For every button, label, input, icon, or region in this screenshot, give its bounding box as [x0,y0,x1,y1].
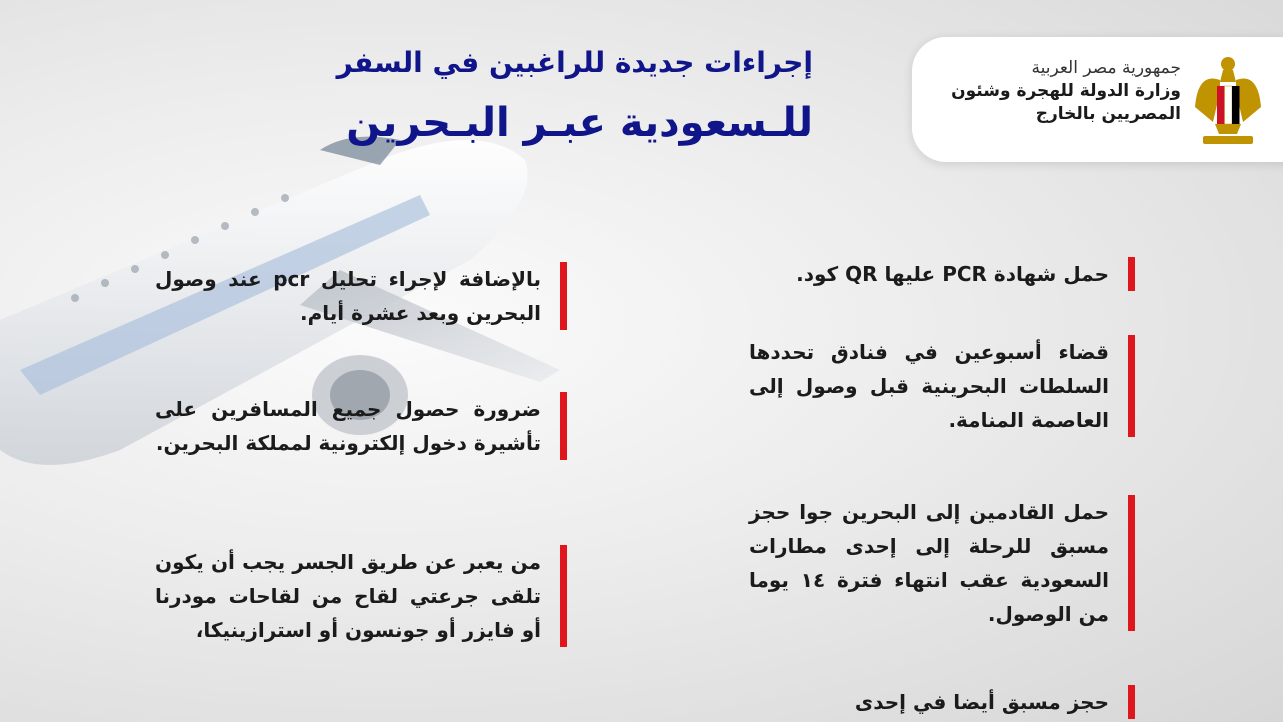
left-item-1 [155,262,567,330]
page-title-line2: للـسعودية عبـر البـحرين [346,100,813,146]
right-item-2 [749,335,1135,437]
left-item-2-text: ضرورة حصول جميع المسافرين على تأشيرة دخول إلكترونية لمملكة البحرين. [155,397,541,455]
right-item-1-text: حمل شهادة PCR عليها QR كود. [796,262,1109,286]
ministry-name-block [881,56,1181,126]
ministry-name-line1: وزارة الدولة للهجرة وشئون [951,81,1181,101]
right-item-4 [749,685,1135,719]
left-item-1-text: بالإضافة لإجراء تحليل pcr عند وصول البحرين وبعد عشرة أيام. [155,267,541,325]
right-item-3-text: حمل القادمين إلى البحرين جوا حجز مسبق للرحلة إلى إحدى مطارات السعودية عقب انتهاء فترة ١٤ يوما من الوصول. [749,500,1109,626]
right-item-3 [749,495,1135,631]
accent-bar [1128,495,1135,631]
accent-bar [560,392,567,460]
accent-bar [1128,257,1135,291]
right-item-4-text: حجز مسبق أيضا في إحدى [854,690,1109,714]
egypt-eagle-emblem [1193,52,1263,147]
accent-bar [1128,685,1135,719]
left-item-3-text: من يعبر عن طريق الجسر يجب أن يكون تلقى جرعتي لقاح من لقاحات مودرنا أو فايزر أو جونسون أو استرازينيكا، [155,550,541,642]
page-title-line1: إجراءات جديدة للراغبين في السفر [336,46,813,79]
right-item-1 [749,257,1135,291]
accent-bar [560,545,567,647]
accent-bar [560,262,567,330]
left-item-2 [155,392,567,460]
left-item-3 [155,545,567,647]
accent-bar [1128,335,1135,437]
right-item-2-text: قضاء أسبوعين في فنادق تحددها السلطات البحرينية قبل وصول إلى العاصمة المنامة. [749,340,1109,432]
ministry-name-line2: المصريين بالخارج [1035,104,1181,124]
country-name: جمهورية مصر العربية [1031,58,1181,78]
